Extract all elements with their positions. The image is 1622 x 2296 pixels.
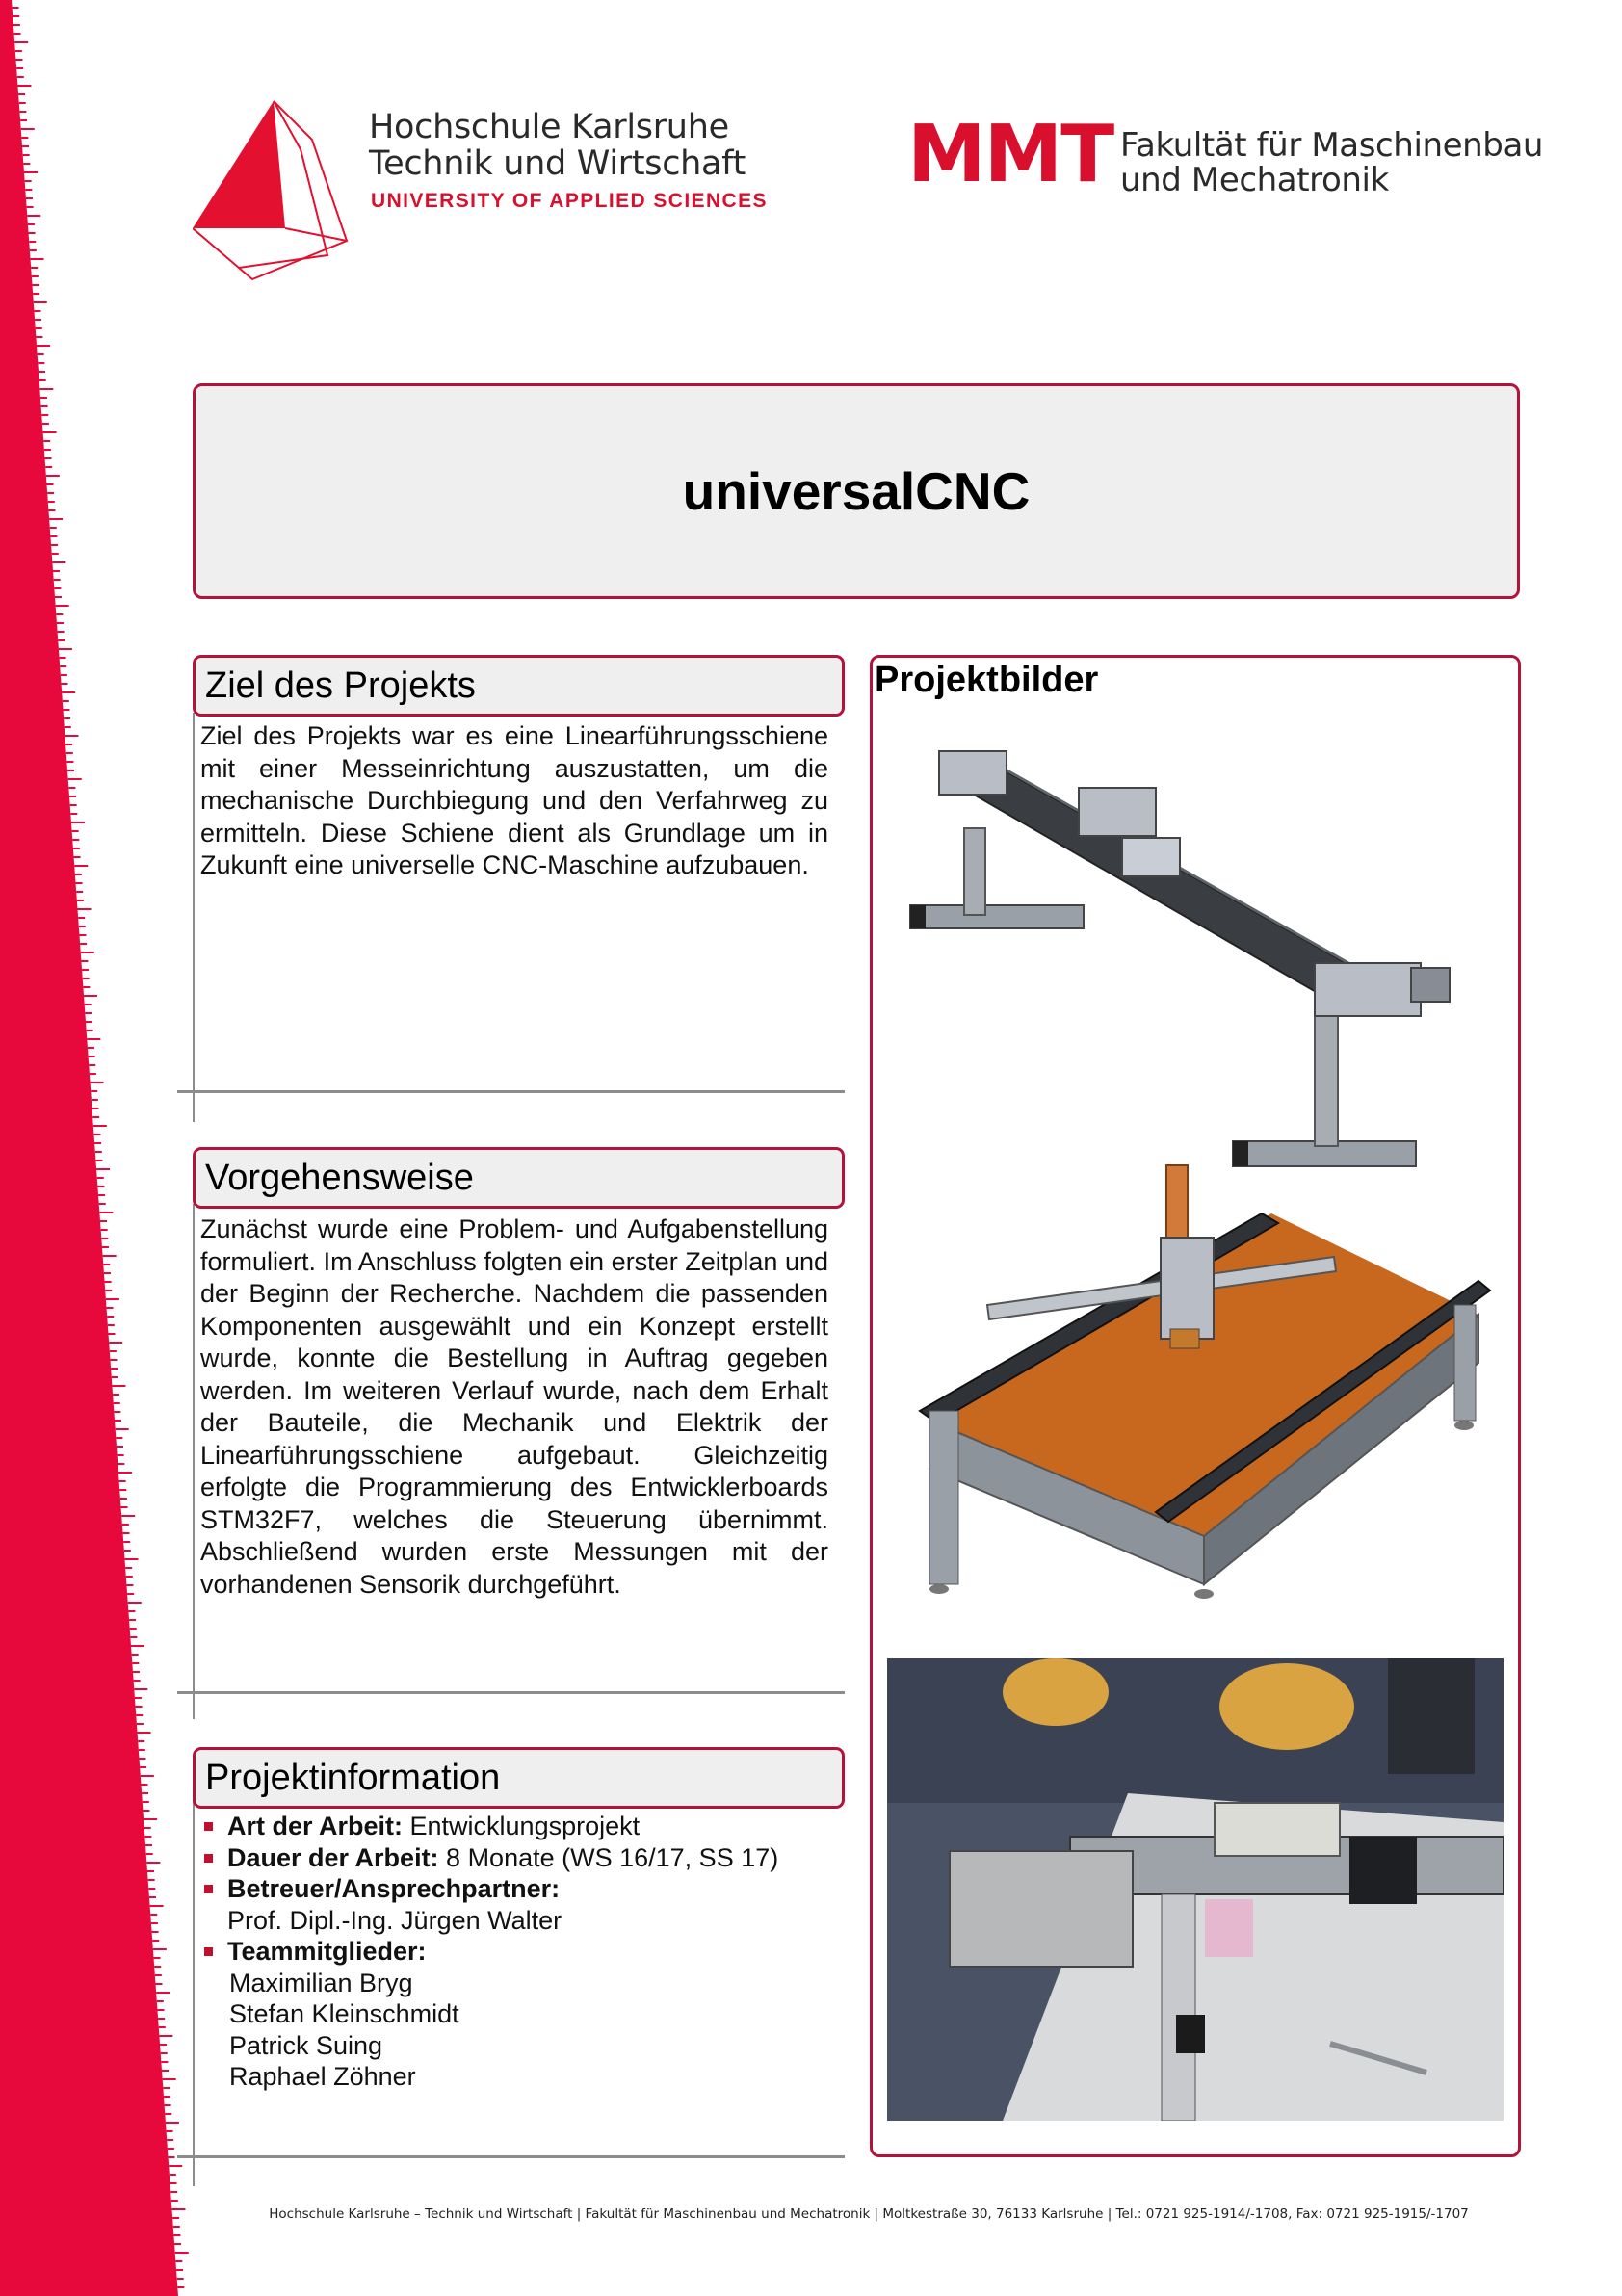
section-text-ziel: Ziel des Projekts war es eine Linearführungsschiene mit einer Messeinrichtung auszustatten, um die mechanische Durchbiegung und den Verfahrweg zu ermitteln. Diese Schiene dient als Grundlage um in Zukunft eine universelle CNC-Maschine aufzubauen.	[200, 721, 828, 879]
ruler-strip	[0, 0, 193, 2296]
rail-photo-image	[887, 1658, 1504, 2121]
cnc-machine-render-image	[901, 1161, 1498, 1608]
section-frame-line	[193, 713, 195, 1122]
info-value: 8 Monate (WS 16/17, SS 17)	[438, 1842, 779, 1872]
list-item	[200, 1811, 836, 1842]
section-text-vorgehen: Zunächst wurde eine Problem- und Aufgabenstellung formuliert. Im Anschluss folgten ein erster Zeitplan und der Beginn der Recherche. Nachdem die passenden Komponenten ausgewählt und ein Konzept erstellt wurde, konnte die Bestellung in Auftrag gegeben werden. Im weiteren Verlauf wurde, nach dem Erhalt der Bauteile, die Mechanik und Elektrik der Linearführungsschiene aufgebaut. Gleichzeitig erfolgte die Programmierung des Entwicklerboards STM32F7, welches die Steuerung übernimmt. Abschließend wurden erste Messungen mit der vorhandenen Sensorik durchgeführt.	[200, 1214, 828, 1599]
footer-address: Hochschule Karlsruhe – Technik und Wirtschaft | Fakultät für Maschinenbau und Mechatronik | Moltkestraße 30, 76133 Karlsruhe | Tel.: 0721 925-1914/-1708, Fax: 0721 925-1915/-1707	[269, 2206, 1469, 2222]
info-label: Teammitglieder:	[227, 1937, 427, 1966]
list-item	[200, 1905, 836, 1937]
section-frame-line	[193, 1801, 195, 2186]
info-label: Art der Arbeit:	[227, 1812, 404, 1840]
info-value: Entwicklungsprojekt	[403, 1812, 641, 1840]
rail-render-image	[901, 742, 1498, 1185]
team-member: Stefan Kleinschmidt	[229, 1999, 459, 2028]
bullet-icon	[204, 1854, 213, 1863]
university-logo-icon	[193, 96, 361, 281]
project-info-list	[200, 1811, 836, 2093]
bullet-icon	[204, 1947, 213, 1956]
bullet-icon	[204, 1822, 213, 1831]
university-name-line1: Hochschule Karlsruhe	[369, 108, 729, 146]
info-label: Dauer der Arbeit:	[227, 1842, 439, 1872]
list-item	[200, 1873, 836, 1905]
section-heading-ziel: Ziel des Projekts	[193, 655, 845, 717]
university-name-line2: Technik und Wirtschaft	[369, 144, 746, 183]
section-heading-info: Projektinformation	[193, 1747, 845, 1809]
team-member: Patrick Suing	[229, 2030, 383, 2060]
team-member: Raphael Zöhner	[229, 2062, 416, 2091]
section-heading-vorgehen: Vorgehensweise	[193, 1147, 845, 1209]
title-box	[193, 383, 1520, 599]
list-item	[200, 1936, 836, 1968]
section-divider	[177, 1090, 845, 1093]
info-label: Betreuer/Ansprechpartner:	[227, 1874, 561, 1903]
page-title: universalCNC	[682, 461, 1031, 521]
faculty-name-line1: Fakultät für Maschinenbau	[1120, 126, 1544, 165]
info-value: Prof. Dipl.-Ing. Jürgen Walter	[227, 1905, 562, 1935]
university-tagline: UNIVERSITY OF APPLIED SCIENCES	[371, 190, 768, 212]
team-member: Maximilian Bryg	[229, 1968, 413, 1997]
section-frame-line	[193, 1204, 195, 1719]
project-pictures-heading: Projektbilder	[875, 660, 1099, 700]
section-divider	[177, 2155, 845, 2158]
faculty-abbreviation: MMT	[907, 109, 1113, 200]
list-item	[200, 1842, 836, 1874]
section-divider	[177, 1691, 845, 1694]
bullet-icon	[204, 1885, 213, 1893]
faculty-name-line2: und Mechatronik	[1120, 161, 1389, 199]
